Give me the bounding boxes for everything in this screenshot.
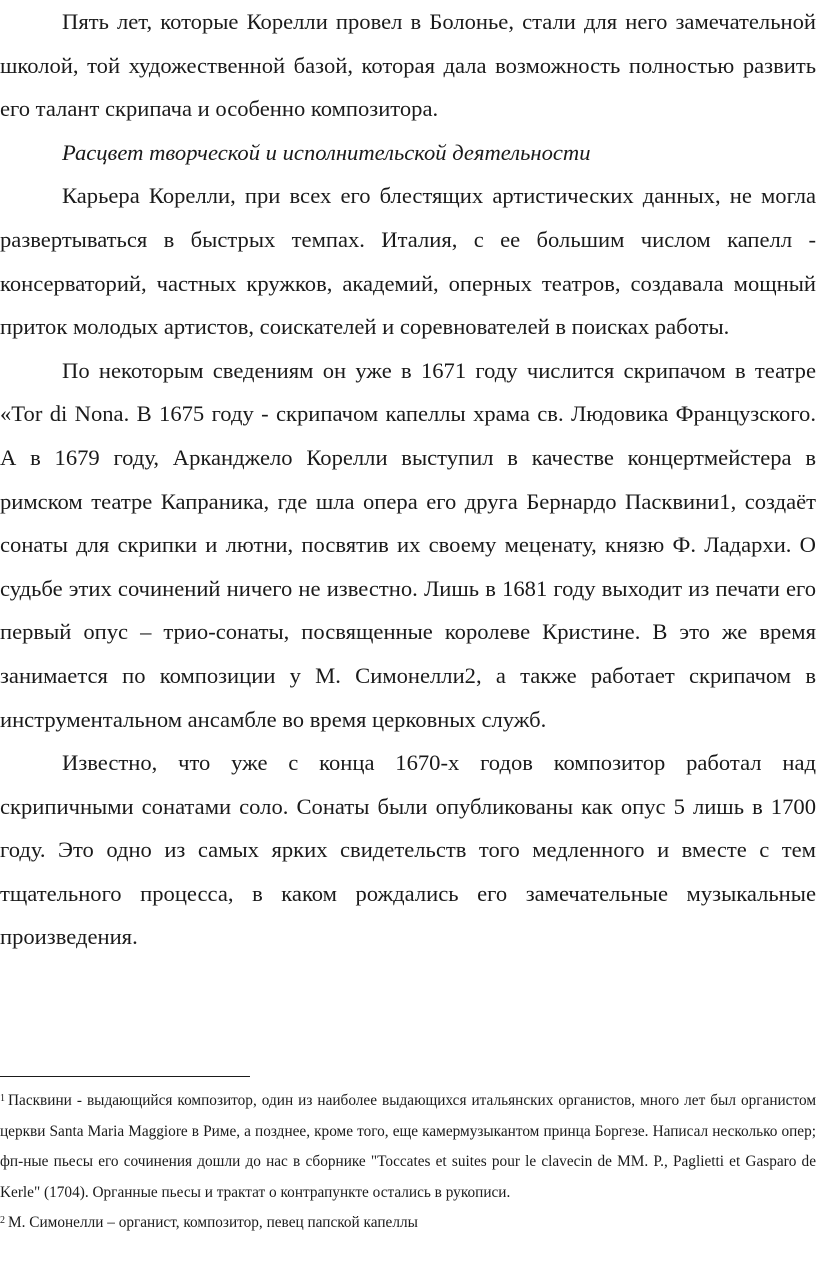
paragraph-bologna: Пять лет, которые Корелли провел в Болонье, стали для него замечательной школой, той художественной базой, которая дала возможность полностью развить его талант скрипача и особенно композитора. [0,9,816,122]
footnote-2-marker: 2 [0,1215,5,1227]
footnote-1-text: Пасквини - выдающийся композитор, один из наиболее выдающихся итальянских органистов, много лет был органистом церкви Santa Maria Maggiore в Риме, а позднее, кроме того, еще камермузыкантом принца Боргезе. Написал несколько опер; фп-ные пьесы его сочинения дошли до нас в сборнике "Toccates et suites pour le clavecin de MM. P., Paglietti et Gasparo de Kerle" (1704). Органные пьесы и трактат о контрапункте остались в рукописи. [0,1092,816,1201]
paragraph-career: Карьера Корелли, при всех его блестящих артистических данных, не могла развертываться в быстрых темпах. Италия, с ее большим числом капелл - консерваторий, частных кружков, академий, оперных театров, создавала мощный приток молодых артистов, соискателей и соревнователей в поисках работы. [0,183,816,340]
footnotes-section [0,1076,816,1239]
footnote-1-marker: 1 [0,1093,5,1104]
paragraph-sonatas: Известно, что уже с конца 1670-х годов композитор работал над скрипичными сонатами соло. Сонаты были опубликованы как опус 5 лишь в 1700 году. Это одно из самых ярких свидетельств того медленного и вместе с тем тщательного процесса, в каком рождались его замечательные музыкальные произведения. [0,750,816,950]
paragraph-rome: По некоторым сведениям он уже в 1671 году числится скрипачом в театре «Tor di Nona. В 1675 году - скрипачом капеллы храма св. Людовика Французского. А в 1679 году, Арканджело Корелли выступил в качестве концертмейстера в римском театре Капраника, где шла опера его друга Бернардо Пасквини1, создаёт сонаты для скрипки и лютни, посвятив их своему меценату, князю Ф. Ладархи. О судьбе этих сочинений ничего не известно. Лишь в 1681 году выходит из печати его первый опус – трио-сонаты, посвященные королеве Кристине. В это же время занимается по композиции у М. Симонелли2, а также работает скрипачом в инструментальном ансамбле во время церковных служб. [0,357,816,732]
footnote-2-text: М. Симонелли – органист, композитор, певец папской капеллы [8,1214,418,1232]
footnote-2 [0,1208,816,1239]
section-heading: Расцвет творческой и исполнительской деятельности [62,139,591,165]
footnote-1 [0,1086,816,1208]
footnote-separator [0,1076,250,1077]
